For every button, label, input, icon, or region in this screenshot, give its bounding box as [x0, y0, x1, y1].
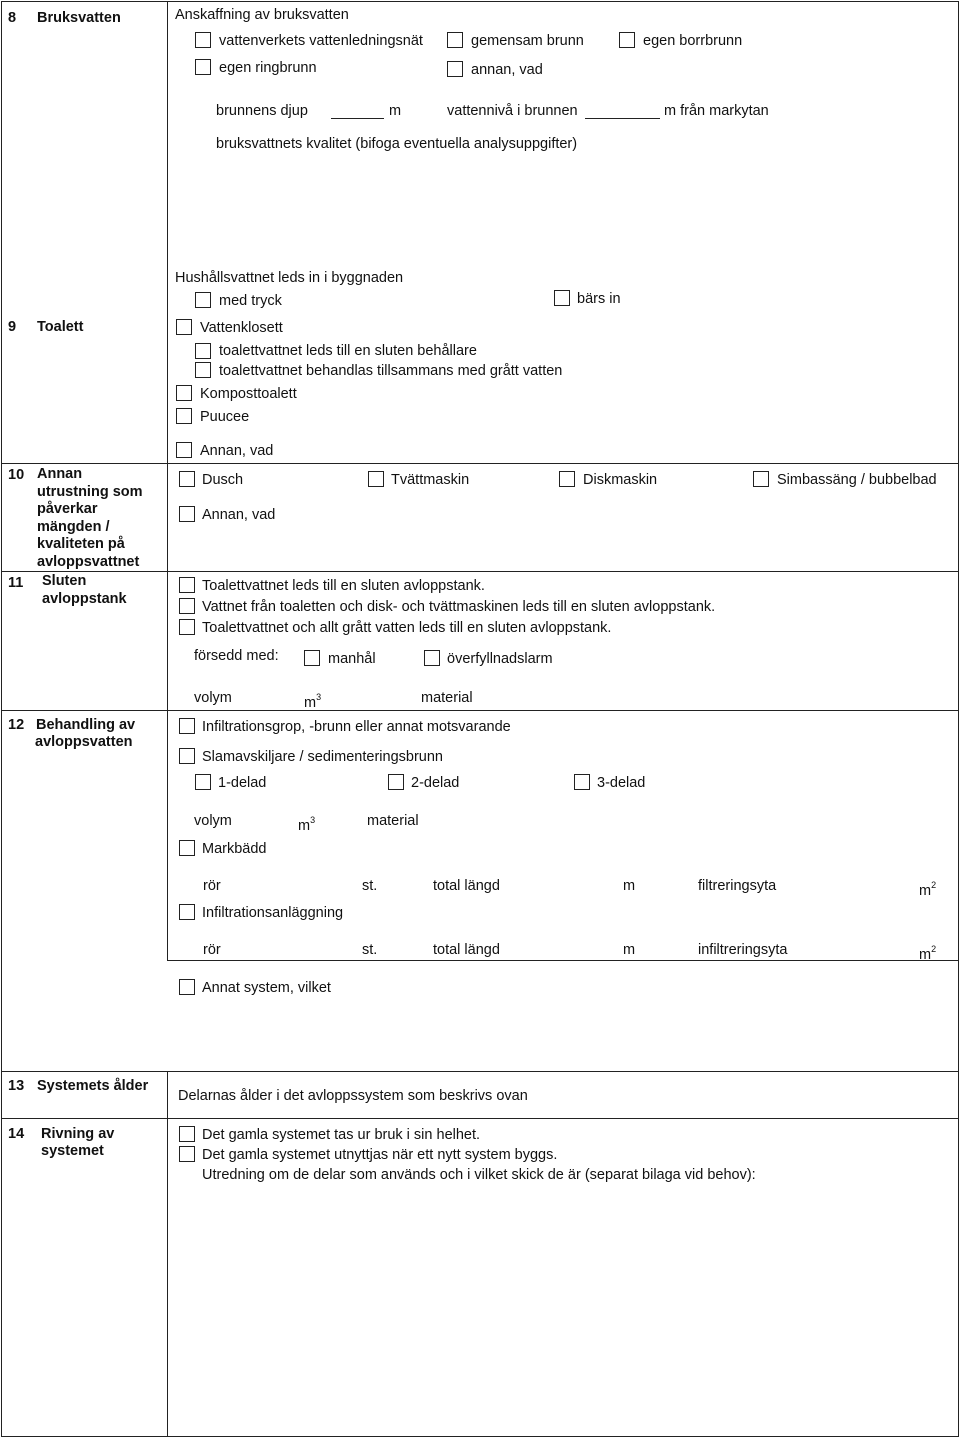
unit-total-langd-infiltration: m: [623, 942, 636, 958]
section-10-title-6: avloppsvattnet: [37, 553, 140, 570]
section-13-title: Systemets ålder: [37, 1078, 149, 1094]
divider-11: [1, 571, 959, 572]
label-tas-ur-bruk: Det gamla systemet tas ur bruk i sin helhet.: [202, 1127, 481, 1143]
label-ror-infiltration: rör: [203, 942, 221, 958]
checkbox-sluten-tank-2[interactable]: [179, 598, 195, 614]
label-utredning: Utredning om de delar som används och i vilket skick de är (separat bilaga vid behov):: [202, 1167, 756, 1183]
label-3-delad: 3-delad: [597, 775, 646, 791]
section-10-title-4: mängden /: [37, 518, 110, 535]
label-utnyttjas: Det gamla systemet utnyttjas när ett nytt system byggs.: [202, 1147, 558, 1163]
section-11-number: 11: [8, 575, 24, 591]
section-8-title: Bruksvatten: [37, 10, 121, 26]
label-egen-borrbrunn: egen borrbrunn: [643, 33, 743, 49]
label-infiltrationsanlaggning: Infiltrationsanläggning: [202, 905, 344, 921]
divider-14: [1, 1118, 959, 1119]
label-manhal: manhål: [328, 651, 376, 667]
label-sluten-tank-2: Vattnet från toaletten och disk- och tvättmaskinen leds till en sluten avloppstank.: [202, 599, 716, 615]
column-divider: [167, 1072, 168, 1118]
checkbox-puucee[interactable]: [176, 408, 192, 424]
label-egen-ringbrunn: egen ringbrunn: [219, 60, 317, 76]
section-12-title-2: avloppsvatten: [35, 734, 133, 750]
unit-total-langd-markbadd: m: [623, 878, 636, 894]
checkbox-infiltrationsanlaggning[interactable]: [179, 904, 195, 920]
column-divider: [167, 710, 168, 960]
label-dusch: Dusch: [202, 472, 244, 488]
label-annan-vatten: annan, vad: [471, 62, 543, 78]
divider-12: [1, 710, 959, 711]
checkbox-sluten-behallare[interactable]: [195, 343, 211, 359]
label-gemensam-brunn: gemensam brunn: [471, 33, 584, 49]
section-9-title: Toalett: [37, 319, 84, 335]
label-total-langd-markbadd: total längd: [433, 878, 500, 894]
label-annan-toalett: Annan, vad: [200, 443, 274, 459]
label-vattenniva: vattennivå i brunnen: [447, 103, 578, 119]
checkbox-3-delad[interactable]: [574, 774, 590, 790]
column-divider: [167, 1119, 168, 1436]
checkbox-tas-ur-bruk[interactable]: [179, 1126, 195, 1142]
label-sluten-behallare: toalettvattnet leds till en sluten behållare: [219, 343, 477, 359]
checkbox-med-tryck[interactable]: [195, 292, 211, 308]
section-10-title-5: kvaliteten på: [37, 536, 125, 552]
checkbox-vattenklosett[interactable]: [176, 319, 192, 335]
unit-volym-tank: $m^3$: [304, 692, 322, 711]
section-14-title-2: systemet: [41, 1143, 104, 1159]
section-11-title-2: avloppstank: [42, 590, 127, 607]
label-med-tryck: med tryck: [219, 293, 282, 309]
checkbox-markbadd[interactable]: [179, 840, 195, 856]
checkbox-annan-toalett[interactable]: [176, 442, 192, 458]
checkbox-overfyllnadslarm[interactable]: [424, 650, 440, 666]
label-st-markbadd: st.: [362, 878, 378, 894]
checkbox-egen-ringbrunn[interactable]: [195, 59, 211, 75]
checkbox-utnyttjas[interactable]: [179, 1146, 195, 1162]
label-vattenverk: vattenverkets vattenledningsnät: [219, 33, 423, 49]
section-11-title-1: Sluten: [42, 573, 87, 589]
section-12-number: 12: [8, 717, 25, 733]
checkbox-bars-in[interactable]: [554, 290, 570, 306]
checkbox-tvattmaskin[interactable]: [368, 471, 384, 487]
divider-10: [1, 463, 959, 464]
checkbox-sluten-tank-3[interactable]: [179, 619, 195, 635]
label-slamavskiljare: Slamavskiljare / sedimenteringsbrunn: [202, 749, 443, 765]
checkbox-annat-system[interactable]: [179, 979, 195, 995]
column-divider: [167, 571, 168, 710]
column-divider: [167, 463, 168, 571]
checkbox-dusch[interactable]: [179, 471, 195, 487]
section-13-number: 13: [8, 1078, 25, 1094]
checkbox-annan-vatten[interactable]: [447, 61, 463, 77]
section-9-number: 9: [8, 319, 17, 335]
label-total-langd-infiltration: total längd: [433, 942, 500, 958]
section-14-number: 14: [8, 1126, 25, 1142]
label-diskmaskin: Diskmaskin: [583, 472, 658, 488]
checkbox-vattenverk[interactable]: [195, 32, 211, 48]
label-behandlas-tillsammans: toalettvattnet behandlas tillsammans med grått vatten: [219, 363, 563, 379]
unit-filtreringsyta: $m^2$: [919, 880, 937, 899]
checkbox-1-delad[interactable]: [195, 774, 211, 790]
label-sluten-tank-1: Toalettvattnet leds till en sluten avloppstank.: [202, 578, 485, 594]
label-volym-tank: volym: [194, 690, 232, 706]
checkbox-annan-utrustning[interactable]: [179, 506, 195, 522]
label-vattenklosett: Vattenklosett: [200, 320, 283, 336]
label-markbadd: Markbädd: [202, 841, 267, 857]
checkbox-sluten-tank-1[interactable]: [179, 577, 195, 593]
label-volym-slam: volym: [194, 813, 232, 829]
label-ror-markbadd: rör: [203, 878, 221, 894]
label-forsedd-med: försedd med:: [194, 648, 279, 664]
label-brunnens-djup: brunnens djup: [216, 103, 308, 119]
label-2-delad: 2-delad: [411, 775, 460, 791]
checkbox-gemensam-brunn[interactable]: [447, 32, 463, 48]
checkbox-infiltrationsgrop[interactable]: [179, 718, 195, 734]
unit-brunnens-djup: m: [389, 103, 402, 119]
section-12-title-1: Behandling av: [36, 717, 136, 733]
unit-infiltreringsyta: $m^2$: [919, 944, 937, 963]
section-8-heading: Anskaffning av bruksvatten: [175, 7, 349, 23]
checkbox-komposttoalett[interactable]: [176, 385, 192, 401]
label-annat-system: Annat system, vilket: [202, 980, 331, 996]
label-delarnas-alder: Delarnas ålder i det avloppssystem som beskrivs ovan: [178, 1088, 528, 1104]
checkbox-diskmaskin[interactable]: [559, 471, 575, 487]
label-puucee: Puucee: [200, 409, 250, 425]
label-infiltreringsyta: infiltreringsyta: [698, 942, 788, 958]
checkbox-egen-borrbrunn[interactable]: [619, 32, 635, 48]
unit-volym-slam: $m^3$: [298, 815, 316, 834]
unit-vattenniva: m från markytan: [664, 103, 769, 119]
column-divider: [167, 1, 168, 463]
checkbox-simbassang[interactable]: [753, 471, 769, 487]
section-10-number: 10: [8, 467, 25, 483]
divider-12-inner: [167, 960, 959, 961]
label-bars-in: bärs in: [577, 291, 621, 307]
label-1-delad: 1-delad: [218, 775, 267, 791]
label-tvattmaskin: Tvättmaskin: [391, 472, 470, 488]
label-hushallsvattnet: Hushållsvattnet leds in i byggnaden: [175, 270, 404, 286]
checkbox-slamavskiljare[interactable]: [179, 748, 195, 764]
label-st-infiltration: st.: [362, 942, 378, 958]
label-sluten-tank-3: Toalettvattnet och allt grått vatten leds till en sluten avloppstank.: [202, 620, 612, 636]
section-10-title-3: påverkar: [37, 501, 98, 517]
label-komposttoalett: Komposttoalett: [200, 386, 297, 402]
checkbox-2-delad[interactable]: [388, 774, 404, 790]
input-brunnens-djup[interactable]: [331, 118, 384, 119]
label-overfyllnadslarm: överfyllnadslarm: [447, 651, 553, 667]
label-infiltrationsgrop: Infiltrationsgrop, -brunn eller annat motsvarande: [202, 719, 511, 735]
input-vattenniva[interactable]: [585, 118, 660, 119]
label-bruksvattnets-kvalitet: bruksvattnets kvalitet (bifoga eventuella analysuppgifter): [216, 136, 578, 152]
divider-13: [1, 1071, 959, 1072]
section-10-title-1: Annan: [37, 466, 83, 482]
label-simbassang: Simbassäng / bubbelbad: [777, 472, 937, 488]
section-8-number: 8: [8, 10, 17, 26]
checkbox-behandlas-tillsammans[interactable]: [195, 362, 211, 378]
label-annan-utrustning: Annan, vad: [202, 507, 276, 523]
label-filtreringsyta: filtreringsyta: [698, 878, 777, 894]
section-14-title-1: Rivning av: [41, 1126, 115, 1142]
label-material-slam: material: [367, 813, 419, 829]
checkbox-manhal[interactable]: [304, 650, 320, 666]
label-material-tank: material: [421, 690, 473, 706]
section-10-title-2: utrustning som: [37, 483, 143, 500]
